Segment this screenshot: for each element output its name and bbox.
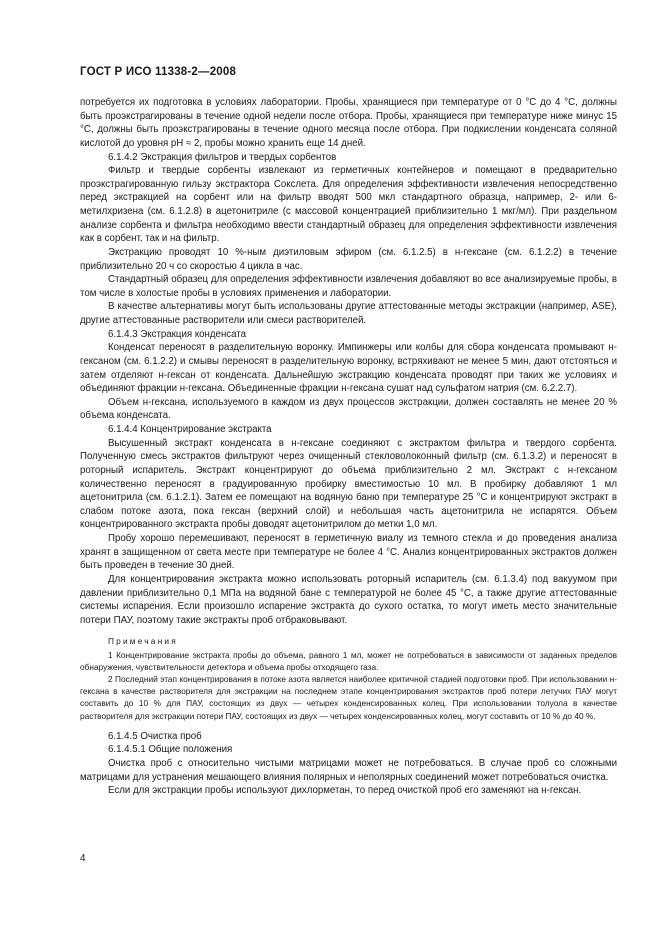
notes-title: Примечания [108, 636, 178, 647]
paragraph: Для концентрирования экстракта можно использовать роторный испаритель (см. 6.1.3.4) под вакуумом при давлении приблизительно 0,1 МПа на водяной бане с температурой не более 45 °С, а также другие аттестованные системы испарения. Если произошло испарение экстракта до сухого остатка, то могут иметь место значительные потери ПАУ, поэтому такие экстракты проб отбраковывают. [80, 573, 617, 626]
section-heading: 6.1.4.2 Экстракция фильтров и твердых сорбентов [108, 151, 337, 163]
section-heading: 6.1.4.5 Очистка проб [108, 730, 202, 742]
paragraph: Очистка проб с относительно чистыми матрицами может не потребоваться. В случае проб со сложными матрицами для устранения мешающего влияния полярных и неполярных соединений может потребоваться очистка. [80, 758, 617, 783]
page-number: 4 [80, 853, 86, 864]
paragraph: Пробу хорошо перемешивают, переносят в герметичную виалу из темного стекла и до проведения анализа хранят в защищенном от света месте при температуре не более 4 °С. Анализ концентрированных экстрактов должен быть проведен в течение 30 дней. [80, 533, 617, 572]
paragraph: Если для экстракции пробы используют дихлорметан, то перед очисткой проб его заменяют на н-гексан. [108, 785, 582, 797]
paragraph: Экстракцию проводят 10 %-ным диэтиловым эфиром (см. 6.1.2.5) в н-гексане (см. 6.1.2.2) в течение приблизительно 20 ч со скоростью 4 цикла в час. [80, 246, 617, 272]
paragraph: Высушенный экстракт конденсата в н-гексане соединяют с экстрактом фильтра и твердого сорбента. Полученную смесь экстрактов фильтруют через очищенный стекловолоконный фильтр (см. 6.1.3.2) и переносят в роторный испаритель. Экстракт концентрируют до объема приблизительно 2 мл. Экстракт с н-гексаном количественно переносят в градуированную пробирку вместимостью 10 мл. В пробирку добавляют 1 мл ацетонитрила (см. 6.1.2.1). Затем ее помещают на водяную баню при температуре 25 °С и концентрируют экстракт в слабом потоке азота, пока гексан (верхний слой) и небольшая часть ацетонитрила не испарятся. Объем концентрированного экстракта пробы доводят ацетонитрилом до метки 1,0 мл. [80, 437, 617, 531]
section-heading: 6.1.4.3 Экстракция конденсата [108, 328, 247, 340]
section-heading: 6.1.4.4 Концентрирование экстракта [108, 424, 272, 435]
paragraph: В качестве альтернативы могут быть использованы другие аттестованные методы экстракции (например, ASE), другие аттестованные растворители или смеси растворителей. [80, 301, 617, 326]
notes-block [80, 635, 617, 721]
document-header: ГОСТ Р ИСО 11338-2—2008 [80, 66, 237, 78]
paragraph: потребуется их подготовка в условиях лаборатории. Пробы, хранящиеся при температуре от 0 °С до 4 °С, должны быть проэкстрагированы в течение одной недели после отбора. Пробы, хранящиеся при температуре ниже минус 15 °С, должны быть проэкстрагированы в течение одного месяца после отбора. При подкислении конденсата соляной кислотой до уровня рН ≈ 2, пробы можно хранить еще 14 дней. [80, 97, 617, 149]
paragraph: Конденсат переносят в разделительную воронку. Импинжеры или колбы для сбора конденсата промывают н-гексаном (см. 6.1.2.2) и смывы переносят в разделительную воронку, встряхивают не менее 5 мин, дают отстояться и затем отделяют н-гексан от конденсата. Дальнейшую экстракцию конденсата проводят при таких же условиях и объединяют фракции н-гексана. Объединенные фракции н-гексана сушат над сульфатом натрия (см. 6.2.2.7). [80, 342, 617, 395]
paragraph: Объем н-гексана, используемого в каждом из двух процессов экстракции, должен составлять не менее 20 % объема конденсата. [80, 396, 617, 422]
note-item: 2 Последний этап концентрирования в потоке азота является наиболее критичной стадией подготовки проб. При использовании н-гексана в качестве растворителя для экстракции на последнем этапе концентрирования экстрактов проб потери летучих ПАУ могут составить до 10 % для ПАУ, состоящих из двух — четырех конденсированных колец. При использовании толуола в качестве растворителя для экстракции потери ПАУ, состоящих из двух — четырех конденсированных колец, могут составить от 10 % до 40 %. [80, 673, 617, 721]
note-item: 1 Концентрирование экстракта пробы до объема, равного 1 мл, может не потребоваться в зависимости от заданных пределов обнаружения, чувствительности детектора и объема пробы отходящего газа. [80, 649, 617, 672]
paragraph: Стандартный образец для определения эффективности извлечения добавляют во все анализируемые пробы, в том числе в холостые пробы в условиях применения и лаборатории. [80, 274, 617, 299]
paragraph: Фильтр и твердые сорбенты извлекают из герметичных контейнеров и помещают в предварительно проэкстрагированную гильзу экстрактора Сокслета. Для определения эффективности извлечения непосредственно перед экстракцией на сорбент или на фильтр вводят 500 мкл стандартного образца, например, 2- или 6-метилхризена (см. 6.1.2.8) в ацетонитриле (с массовой концентрацией приблизительно 1 мкг/мл). При раздельном анализе сорбента и фильтра необходимо ввести стандартный образец для определения эффективности извлечения как в сорбент, так и на фильтр. [80, 165, 617, 245]
section-heading: 6.1.4.5.1 Общие положения [108, 744, 233, 756]
document-body [80, 96, 617, 798]
